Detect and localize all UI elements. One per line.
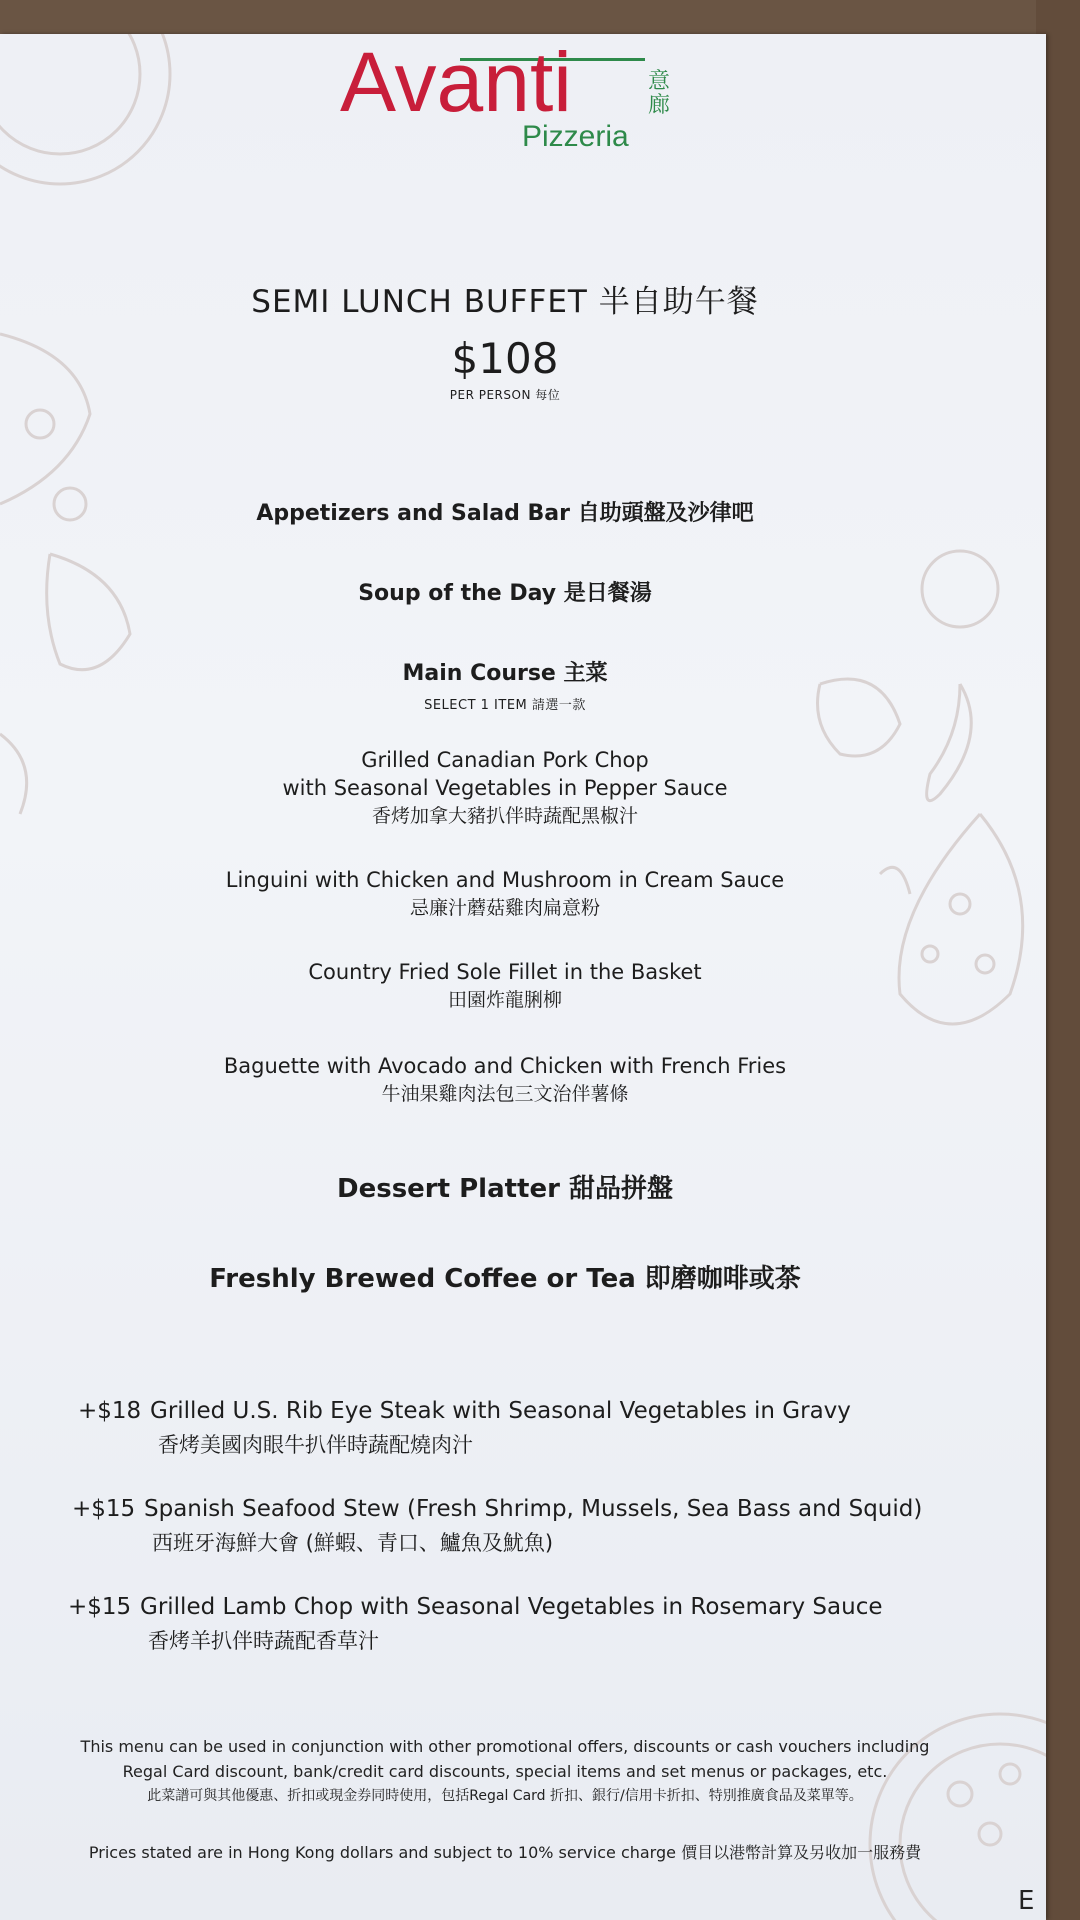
main-item-pork-chop xyxy=(0,746,1010,830)
addon-description: Grilled U.S. Rib Eye Steak with Seasonal Vegetables in Gravy xyxy=(150,1398,851,1424)
dessert-heading: Dessert Platter 甜品拼盤 xyxy=(337,1174,673,1204)
logo-wordmark: Avanti xyxy=(340,35,572,129)
addon-description: Grilled Lamb Chop with Seasonal Vegetables in Rosemary Sauce xyxy=(140,1594,883,1620)
addon-seafood-stew xyxy=(72,1492,932,1560)
menu-content xyxy=(0,34,1010,1920)
footer-line: Regal Card discount, bank/credit card discounts, special items and set menus or packages, etc. xyxy=(122,1762,888,1781)
main-item-en-line: Country Fried Sole Fillet in the Basket xyxy=(308,960,702,984)
main-item-zh: 田園炸龍脷柳 xyxy=(447,989,562,1011)
main-item-en-line: Linguini with Chicken and Mushroom in Cream Sauce xyxy=(225,868,785,892)
main-item-linguini xyxy=(0,866,1010,922)
soup-heading: Soup of the Day 是日餐湯 xyxy=(358,581,652,606)
main-item-en-line: Grilled Canadian Pork Chop xyxy=(361,748,649,772)
logo-subtitle: Pizzeria xyxy=(522,120,629,153)
page-corner-mark: E xyxy=(1018,1886,1035,1916)
addon-price: +$15 xyxy=(72,1496,136,1522)
footer-line: 此菜譜可與其他優惠、折扣或現金券同時使用，包括Regal Card 折扣、銀行/信用卡折扣、特別推廣食品及菜單等。 xyxy=(147,1788,863,1804)
appetizers-heading: Appetizers and Salad Bar 自助頭盤及沙律吧 xyxy=(256,501,754,526)
menu-card xyxy=(0,34,1046,1920)
main-item-zh: 忌廉汁蘑菇雞肉扁意粉 xyxy=(409,897,600,919)
main-item-en-line: with Seasonal Vegetables in Pepper Sauce xyxy=(282,776,728,800)
addon-price: +$15 xyxy=(68,1594,132,1620)
main-item-sole-fillet xyxy=(0,958,1010,1014)
select-note: SELECT 1 ITEM 請選一款 xyxy=(424,698,586,713)
main-item-zh: 香烤加拿大豬扒伴時蔬配黑椒汁 xyxy=(371,805,638,827)
menu-footer-terms xyxy=(0,1734,1010,1809)
addon-rib-eye xyxy=(78,1394,938,1462)
addon-price: +$18 xyxy=(78,1398,142,1424)
main-item-zh: 牛油果雞肉法包三文治伴薯條 xyxy=(381,1083,629,1105)
menu-price: $108 xyxy=(451,334,559,383)
coffee-heading: Freshly Brewed Coffee or Tea 即磨咖啡或茶 xyxy=(209,1264,801,1294)
footer-line: This menu can be used in conjunction with other promotional offers, discounts or cash vouchers including xyxy=(80,1737,930,1756)
addon-zh: 西班牙海鮮大會 (鮮蝦、青口、鱸魚及魷魚) xyxy=(152,1531,554,1555)
logo-chinese-name: 意廊 xyxy=(648,69,671,118)
main-item-baguette xyxy=(0,1052,1010,1108)
main-course-heading: Main Course 主菜 xyxy=(402,661,608,686)
avanti-logo xyxy=(340,34,680,164)
main-item-en-line: Baguette with Avocado and Chicken with French Fries xyxy=(223,1054,787,1078)
addon-description: Spanish Seafood Stew (Fresh Shrimp, Mussels, Sea Bass and Squid) xyxy=(144,1496,923,1522)
menu-title: SEMI LUNCH BUFFET 半自助午餐 xyxy=(251,284,759,320)
addon-lamb-chop xyxy=(68,1590,928,1658)
addon-zh: 香烤美國肉眼牛扒伴時蔬配燒肉汁 xyxy=(158,1433,473,1457)
addon-zh: 香烤羊扒伴時蔬配香草汁 xyxy=(148,1629,379,1653)
price-disclaimer: Prices stated are in Hong Kong dollars and subject to 10% service charge 價目以港幣計算及另收加一服務費 xyxy=(88,1843,922,1862)
per-person-note: PER PERSON 每位 xyxy=(449,388,561,402)
